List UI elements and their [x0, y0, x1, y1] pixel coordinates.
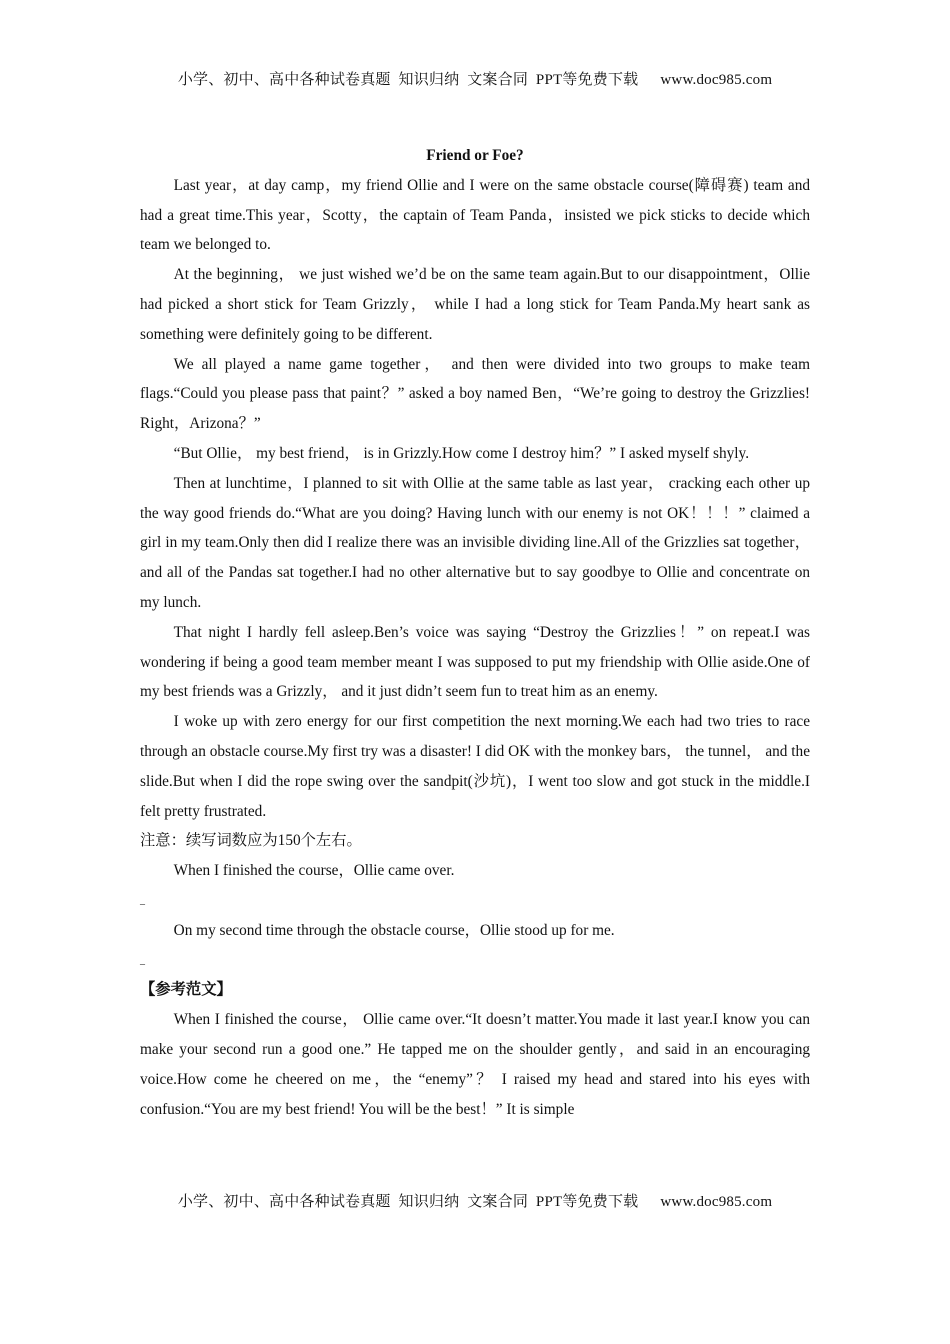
- answer-blank-2: _: [140, 954, 145, 966]
- footer-url: www.doc985.com: [660, 1194, 773, 1210]
- paragraph-5: Then at lunchtime，I planned to sit with Ollie at the same table as last year， cracking each other up the way good friends do.“What are you doing? Having lunch with our enemy is not OK！！！” claimed a girl in my team.Only then did I realize there was an invisible dividing line.All of the Grizzlies sat together， and all of the Pandas sat together.I had no other alternative but to say goodbye to Ollie and concentrate on my lunch.: [140, 474, 810, 611]
- header-url: www.doc985.com: [660, 72, 773, 88]
- page-header: [0, 68, 950, 89]
- paragraph-3: We all played a name game together， and then were divided into two groups to make team flags.“Could you please pass that paint？” asked a boy named Ben，“We’re going to destroy the Grizzlies! Right，Arizona？”: [140, 355, 810, 433]
- continuation-prompt-2: On my second time through the obstacle course，Ollie stood up for me.: [173, 921, 615, 939]
- reference-heading: 【参考范文】: [140, 981, 232, 999]
- reference-paragraph: When I finished the course， Ollie came over.“It doesn’t matter.You made it last year.I know you can make your second run a good one.” He tapped me on the shoulder gently，and said in an encouraging voice.How come he cheered on me，the “enemy”？ I raised my head and stared into his eyes with confusion.“You are my best friend! You will be the best！” It is simple: [140, 1011, 810, 1118]
- page-footer: [0, 1190, 950, 1211]
- document-body: [140, 141, 810, 1124]
- continuation-prompt-1: When I finished the course，Ollie came over.: [173, 862, 455, 880]
- word-count-note: 注意：续写词数应为150个左右。: [140, 832, 362, 850]
- document-title: Friend or Foe?: [426, 147, 524, 164]
- paragraph-6: That night I hardly fell asleep.Ben’s voice was saying “Destroy the Grizzlies！” on repeat.I was wondering if being a good team member meant I was supposed to put my friendship with Ollie aside.One of my best friends was a Grizzly， and it just didn’t seem fun to treat him as an enemy.: [140, 623, 810, 701]
- answer-blank-1: _: [140, 894, 145, 906]
- paragraph-4: “But Ollie， my best friend， is in Grizzly.How come I destroy him？” I asked myself shyly.: [173, 444, 750, 462]
- paragraph-2: At the beginning， we just wished we’d be on the same team again.But to our disappointment，Ollie had picked a short stick for Team Grizzly， while I had a long stick for Team Panda.My heart sank as something were definitely going to be different.: [140, 266, 810, 343]
- footer-text: 小学、初中、高中各种试卷真题 知识归纳 文案合同 PPT等免费下载: [177, 1194, 639, 1210]
- paragraph-1: Last year，at day camp，my friend Ollie and I were on the same obstacle course(障碍赛) team and had a great time.This year，Scotty，the captain of Team Panda，insisted we pick sticks to decide which team we belonged to.: [140, 176, 810, 254]
- header-text: 小学、初中、高中各种试卷真题 知识归纳 文案合同 PPT等免费下载: [177, 72, 639, 88]
- paragraph-7: I woke up with zero energy for our first competition the next morning.We each had two tries to race through an obstacle course.My first try was a disaster! I did OK with the monkey bars， the tunnel， and the slide.But when I did the rope swing over the sandpit(沙坑)，I went too slow and got stuck in the middle.I felt pretty frustrated.: [140, 713, 810, 820]
